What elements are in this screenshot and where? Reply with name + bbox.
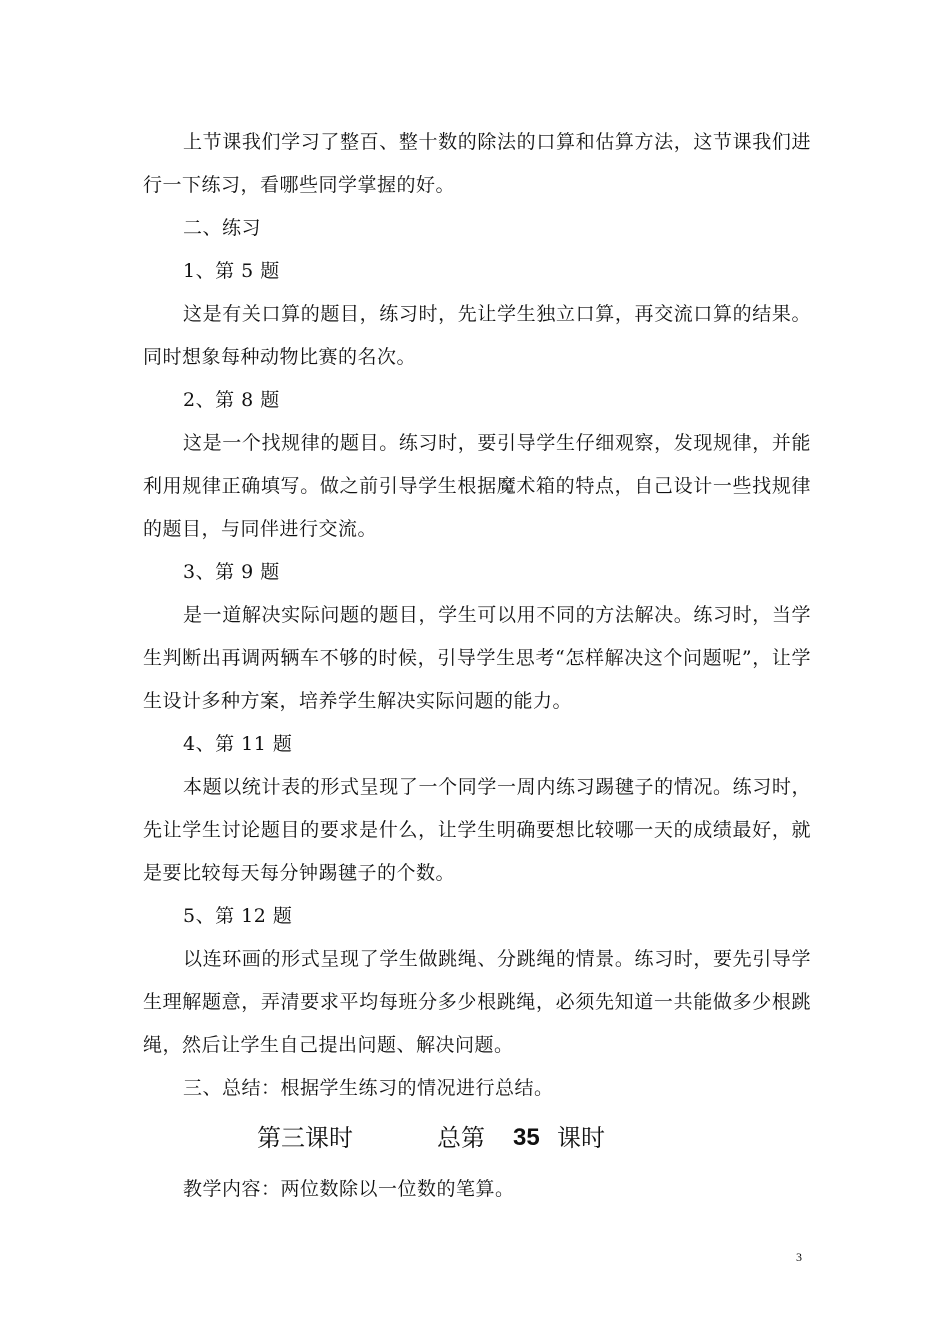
summary-heading: 三、总结：根据学生练习的情况进行总结。 [183, 1077, 554, 1099]
exercise-title: 3、第 9 题 [183, 561, 280, 583]
exercise-text: 本题以统计表的形式呈现了一个同学一周内练习踢毽子的情况。练习时，先让学生讨论题目的要求是什么，让学生明确要想比较哪一天的成绩最好，就是要比较每天每分钟踢毽子的个数。 [143, 776, 811, 884]
exercise-text: 是一道解决实际问题的题目，学生可以用不同的方法解决。练习时，当学生判断出再调两辆车不够的时候，引导学生思考“怎样解决这个问题呢”，让学生设计多种方案，培养学生解决实际问题的能力。 [143, 604, 811, 712]
lesson-title-part: 课时 [557, 1124, 605, 1152]
page-number: 3 [796, 1250, 802, 1264]
exercise-text: 这是有关口算的题目，练习时，先让学生独立口算，再交流口算的结果。同时想象每种动物比赛的名次。 [143, 303, 811, 368]
practice-heading: 二、练习 [183, 217, 262, 239]
teaching-content: 教学内容：两位数除以一位数的笔算。 [183, 1178, 515, 1200]
exercise-text: 以连环画的形式呈现了学生做跳绳、分跳绳的情景。练习时，要先引导学生理解题意，弄清要求平均每班分多少根跳绳，必须先知道一共能做多少根跳绳，然后让学生自己提出问题、解决问题。 [143, 948, 811, 1056]
intro-paragraph: 上节课我们学习了整百、整十数的除法的口算和估算方法，这节课我们进行一下练习，看哪些同学掌握的好。 [143, 131, 811, 196]
lesson-title-part: 总第 [437, 1124, 485, 1152]
exercise-title: 1、第 5 题 [183, 260, 280, 282]
exercise-title: 4、第 11 题 [183, 733, 293, 755]
body-text [143, 121, 811, 1110]
lesson-title [257, 1118, 707, 1158]
lesson-title-part: 第三课时 [257, 1124, 353, 1152]
exercise-text: 这是一个找规律的题目。练习时，要引导学生仔细观察，发现规律，并能利用规律正确填写。做之前引导学生根据魔术箱的特点，自己设计一些找规律的题目，与同伴进行交流。 [143, 432, 811, 540]
exercise-title: 2、第 8 题 [183, 389, 280, 411]
exercise-title: 5、第 12 题 [183, 905, 293, 927]
lesson-number: 35 [513, 1124, 540, 1151]
